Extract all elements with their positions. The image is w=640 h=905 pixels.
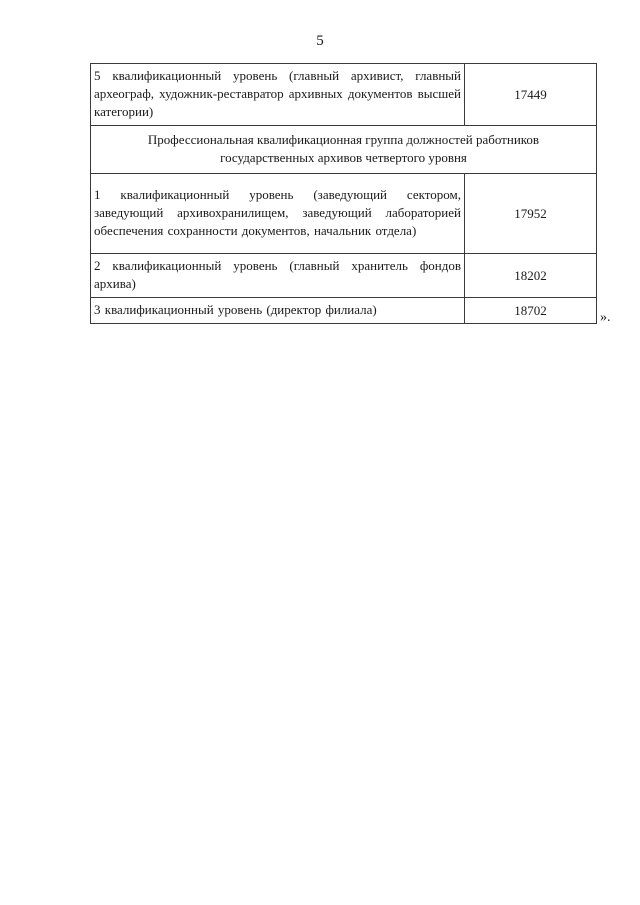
qualification-level-label: 3 квалификационный уровень (директор филиала) bbox=[91, 298, 465, 324]
salary-value: 17449 bbox=[465, 64, 597, 126]
closing-quote-mark: ». bbox=[600, 310, 611, 325]
qualification-level-label: 2 квалификационный уровень (главный хранитель фондов архива) bbox=[91, 254, 465, 298]
salary-value: 17952 bbox=[465, 174, 597, 254]
table-row bbox=[91, 64, 597, 126]
qualification-level-label: 1 квалификационный уровень (заведующий сектором, заведующий архивохранилищем, заведующий лабораторией обеспечения сохранности документов, начальник отдела) bbox=[91, 174, 465, 254]
table-row bbox=[91, 298, 597, 324]
table-row bbox=[91, 254, 597, 298]
salary-value: 18702 bbox=[465, 298, 597, 324]
salary-value: 18202 bbox=[465, 254, 597, 298]
salary-table bbox=[90, 63, 597, 324]
page-number: 5 bbox=[316, 33, 324, 49]
qualification-level-label: 5 квалификационный уровень (главный архивист, главный археограф, художник-реставратор архивных документов высшей категории) bbox=[91, 64, 465, 126]
table-row bbox=[91, 174, 597, 254]
group-header-row bbox=[91, 126, 597, 174]
professional-group-title: Профессиональная квалификационная группа должностей работников государственных архивов четвертого уровня bbox=[91, 126, 597, 174]
